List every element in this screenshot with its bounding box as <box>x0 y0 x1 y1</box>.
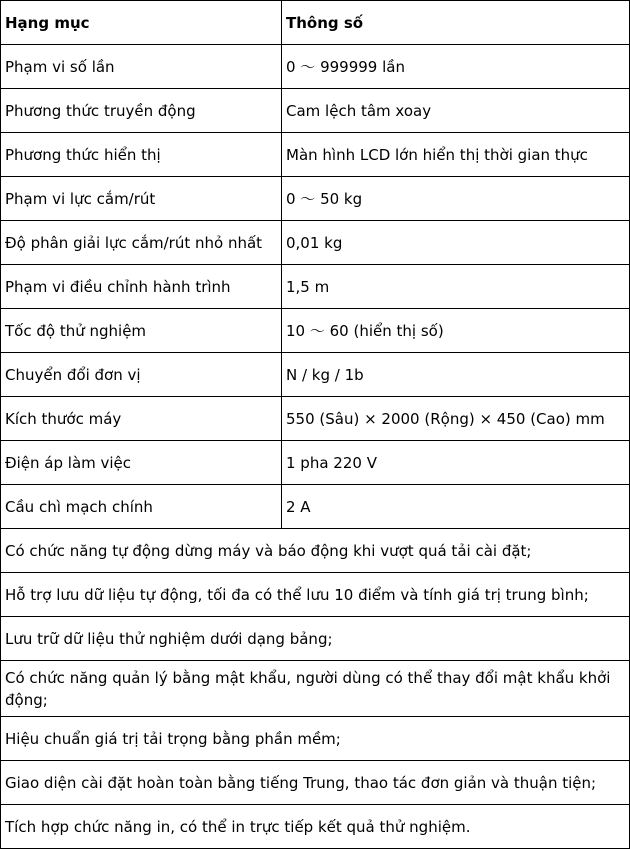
note-cell: Giao diện cài đặt hoàn toàn bằng tiếng Trung, thao tác đơn giản và thuận tiện; <box>1 761 630 805</box>
spec-cell: 1,5 m <box>282 265 630 309</box>
spec-cell: N / kg / 1b <box>282 353 630 397</box>
spec-cell: Cam lệch tâm xoay <box>282 89 630 133</box>
note-cell: Có chức năng tự động dừng máy và báo động khi vượt quá tải cài đặt; <box>1 529 630 573</box>
spec-cell: 10 ～ 60 (hiển thị số) <box>282 309 630 353</box>
note-row <box>1 717 630 761</box>
table-row <box>1 133 630 177</box>
table-row <box>1 353 630 397</box>
note-row <box>1 661 630 717</box>
spec-cell: 0,01 kg <box>282 221 630 265</box>
spec-cell: 0 ～ 50 kg <box>282 177 630 221</box>
header-spec: Thông số <box>282 1 630 45</box>
table-row <box>1 309 630 353</box>
spec-cell: 1 pha 220 V <box>282 441 630 485</box>
note-row <box>1 617 630 661</box>
item-cell: Phương thức truyền động <box>1 89 282 133</box>
item-cell: Độ phân giải lực cắm/rút nhỏ nhất <box>1 221 282 265</box>
table-row <box>1 265 630 309</box>
item-cell: Phạm vi điều chỉnh hành trình <box>1 265 282 309</box>
item-cell: Phương thức hiển thị <box>1 133 282 177</box>
note-cell: Lưu trữ dữ liệu thử nghiệm dưới dạng bảng; <box>1 617 630 661</box>
note-cell: Hiệu chuẩn giá trị tải trọng bằng phần mềm; <box>1 717 630 761</box>
table-row <box>1 221 630 265</box>
header-item: Hạng mục <box>1 1 282 45</box>
note-row <box>1 761 630 805</box>
note-row <box>1 805 630 849</box>
item-cell: Phạm vi số lần <box>1 45 282 89</box>
item-cell: Chuyển đổi đơn vị <box>1 353 282 397</box>
note-row <box>1 529 630 573</box>
spec-cell: 0 ～ 999999 lần <box>282 45 630 89</box>
table-row <box>1 45 630 89</box>
table-row <box>1 397 630 441</box>
item-cell: Kích thước máy <box>1 397 282 441</box>
spec-cell: Màn hình LCD lớn hiển thị thời gian thực <box>282 133 630 177</box>
item-cell: Điện áp làm việc <box>1 441 282 485</box>
note-cell: Có chức năng quản lý bằng mật khẩu, người dùng có thể thay đổi mật khẩu khởi động; <box>1 661 630 717</box>
table-row <box>1 89 630 133</box>
item-cell: Phạm vi lực cắm/rút <box>1 177 282 221</box>
item-cell: Cầu chì mạch chính <box>1 485 282 529</box>
table-row <box>1 177 630 221</box>
item-cell: Tốc độ thử nghiệm <box>1 309 282 353</box>
note-row <box>1 573 630 617</box>
note-cell: Hỗ trợ lưu dữ liệu tự động, tối đa có thể lưu 10 điểm và tính giá trị trung bình; <box>1 573 630 617</box>
spec-cell: 2 A <box>282 485 630 529</box>
note-cell: Tích hợp chức năng in, có thể in trực tiếp kết quả thử nghiệm. <box>1 805 630 849</box>
table-row <box>1 441 630 485</box>
table-row <box>1 485 630 529</box>
table-header-row <box>1 1 630 45</box>
spec-cell: 550 (Sâu) × 2000 (Rộng) × 450 (Cao) mm <box>282 397 630 441</box>
